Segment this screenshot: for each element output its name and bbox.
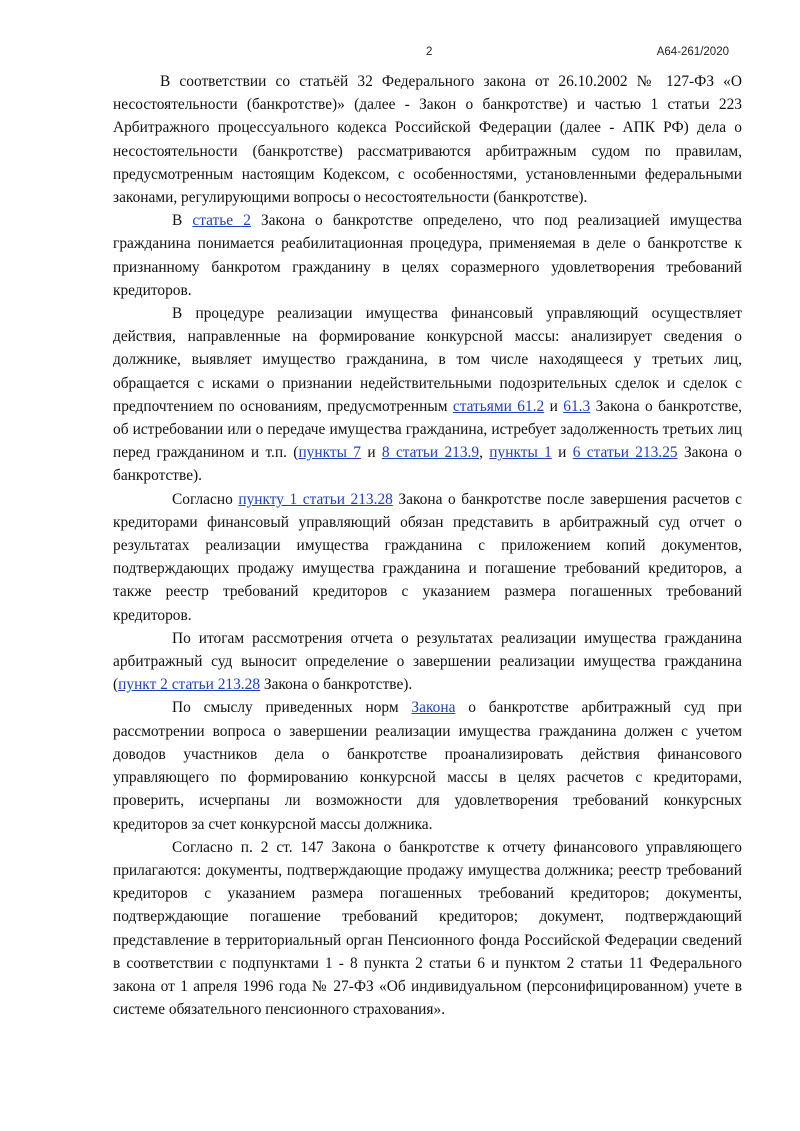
- paragraph-text: Закона о банкротстве после завершения расчетов с кредиторами финансовый управляющий обязан представить в арбитражный суд отчет о результатах реализации имущества гражданина с приложением копий документов, подтверждающих продажу имущества гражданина и погашение требований кредиторов, а также реестр требований кредиторов с указанием размера погашенных требований кредиторов.: [113, 490, 742, 624]
- link-8-article-213-9[interactable]: 8 статьи 213.9: [381, 444, 480, 462]
- paragraph-text: В процедуре реализации имущества финансовый управляющий осуществляет действия, направленные на формирование конкурсной массы: анализирует сведения о должнике, выявляет имущество гражданина, в том числе находящееся у третьих лиц, обращается с исками о признании недействительными подозрительных сделок и сделок с предпочтением по основаниям, предусмотренным: [113, 305, 742, 415]
- link-points-1[interactable]: пункты 1: [489, 444, 552, 462]
- paragraph-text: Закона о банкротстве).: [260, 676, 413, 694]
- link-point-2-article-213-28[interactable]: пункт 2 статьи 213.28: [118, 676, 261, 694]
- link-6-article-213-25[interactable]: 6 статьи 213.25: [572, 444, 678, 462]
- paragraph-text: Закона о банкротстве, об истребовании или о передаче имущества гражданина, истребует задолженность третьих лиц перед гражданином и т.п. (: [113, 397, 742, 462]
- link-point-1-article-213-28[interactable]: пункту 1 статьи 213.28: [238, 490, 393, 508]
- paragraph-5: [113, 627, 742, 697]
- paragraph-text: и: [544, 397, 564, 415]
- link-points-7[interactable]: пункты 7: [298, 444, 361, 462]
- link-articles-61-2[interactable]: статьями 61.2: [452, 397, 545, 415]
- paragraph-text: По итогам рассмотрения отчета о результатах реализации имущества гражданина арбитражный суд выносит определение о завершении реализации имущества гражданина (: [113, 629, 742, 694]
- paragraph-text: Закона о банкротстве определено, что под реализацией имущества гражданина понимается реабилитационная процедура, применяемая в деле о банкротстве к признанному банкротом гражданину в целях соразмерного удовлетворения требований кредиторов.: [113, 212, 742, 299]
- link-article-2[interactable]: статье 2: [192, 212, 251, 230]
- paragraph-6: [113, 696, 742, 835]
- page-number: 2: [426, 46, 433, 58]
- paragraph-text: Согласно: [172, 490, 239, 508]
- paragraph-7: Согласно п. 2 ст. 147 Закона о банкротстве к отчету финансового управляющего прилагаются: документы, подтверждающие продажу имущества должника; реестр требований кредиторов с указанием размера погашенных требований кредиторов; документы, подтверждающие погашение требований кредиторов; документ, подтверждающий представление в территориальный орган Пенсионного фонда Российской Федерации сведений в соответствии с подпунктами 1 - 8 пункта 2 статьи 6 и пунктом 2 статьи 11 Федерального закона от 1 апреля 1996 года № 27-ФЗ «Об индивидуальном (персонифицированном) учете в системе обязательного пенсионного страхования».: [113, 838, 742, 1019]
- paragraph-text: По смыслу приведенных норм: [172, 699, 412, 717]
- paragraph-3: [113, 302, 742, 488]
- paragraph-text: и: [360, 444, 382, 462]
- case-number: А64-261/2020: [656, 46, 729, 58]
- paragraph-2: [113, 209, 742, 302]
- paragraph-1: В соответствии со статьёй 32 Федерального закона от 26.10.2002 № 127-ФЗ «О несостоятельности (банкротстве)» (далее - Закон о банкротстве) и частью 1 статьи 223 Арбитражного процессуального кодекса Российской Федерации (далее - АПК РФ) дела о несостоятельности (банкротстве) рассматриваются арбитражным судом по правилам, предусмотренным настоящим Кодексом, с особенностями, установленными федеральными законами, регулирующими вопросы о несостоятельности (банкротстве).: [113, 73, 742, 207]
- paragraph-text: о банкротстве арбитражный суд при рассмотрении вопроса о завершении реализации имущества гражданина должен с учетом доводов участников дела о банкротстве проанализировать действия финансового управляющего по формированию конкурсной массы в целях расчетов с кредиторами, проверить, исчерпаны ли возможности для удовлетворения требований конкурсных кредиторов за счет конкурсной массы должника.: [113, 699, 742, 833]
- paragraph-text: В: [172, 212, 193, 230]
- page-header: [0, 46, 800, 64]
- paragraph-text: Закона о банкротстве).: [113, 444, 742, 485]
- paragraph-4: [113, 488, 742, 627]
- paragraph-text: и: [551, 444, 573, 462]
- link-61-3[interactable]: 61.3: [563, 397, 591, 415]
- paragraph-text: ,: [479, 444, 490, 462]
- link-law[interactable]: Закона: [411, 699, 456, 717]
- document-body: [113, 70, 742, 1021]
